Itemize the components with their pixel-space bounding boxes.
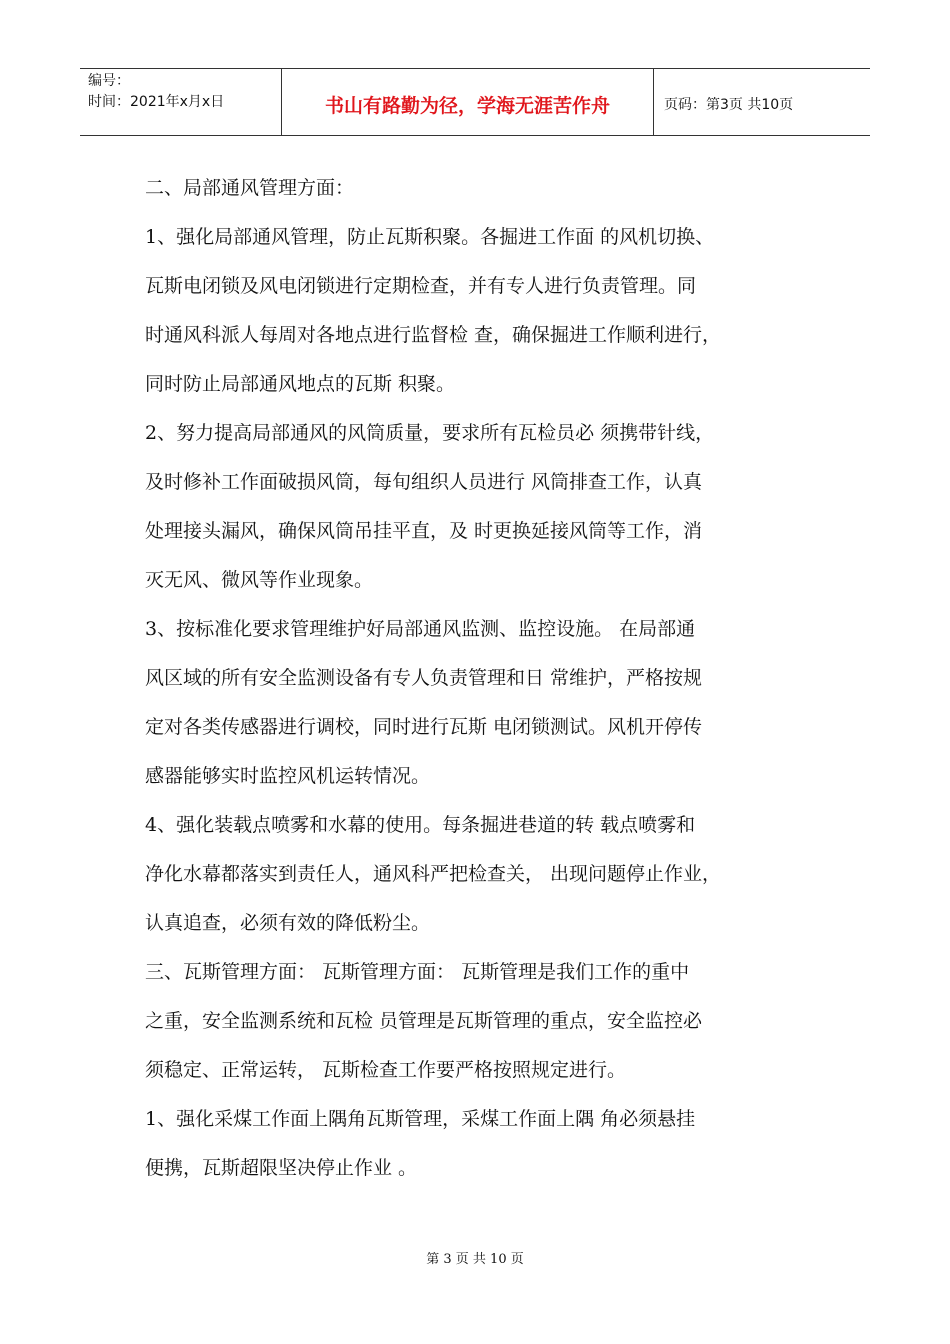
text-line: 三、瓦斯管理方面： 瓦斯管理方面： 瓦斯管理是我们工作的重中	[145, 961, 690, 983]
page-footer: 第 3 页 共 10 页	[426, 1252, 524, 1267]
text-line: 之重，安全监测系统和瓦检 员管理是瓦斯管理的重点，安全监控必	[145, 1010, 703, 1032]
text-line: 及时修补工作面破损风筒，每旬组织人员进行 风筒排查工作，认真	[145, 471, 703, 493]
paragraph-item-2	[145, 409, 815, 605]
paragraph-section-3	[145, 948, 815, 1095]
text-line: 处理接头漏风，确保风筒吊挂平直，及 时更换延接风筒等工作，消	[145, 520, 703, 542]
text-line: 2、努力提高局部通风的风筒质量，要求所有瓦检员必 须携带针线，	[145, 422, 715, 444]
text-line: 认真追查，必须有效的降低粉尘。	[145, 912, 431, 934]
text-line: 净化水幕都落实到责任人，通风科严把检查关， 出现问题停止作业，	[145, 863, 722, 885]
text-line: 须稳定、正常运转， 瓦斯检查工作要严格按照规定进行。	[145, 1059, 627, 1081]
text-line: 1、强化局部通风管理，防止瓦斯积聚。各掘进工作面 的风机切换、	[145, 226, 715, 248]
number-label: 编号：	[88, 73, 130, 89]
text-line: 二、局部通风管理方面：	[145, 177, 355, 199]
header-motto: 书山有路勤为径，学海无涯苦作舟	[282, 69, 654, 135]
text-line: 同时防止局部通风地点的瓦斯 积聚。	[145, 373, 456, 395]
text-line: 时通风科派人每周对各地点进行监督检 查，确保掘进工作顺利进行，	[145, 324, 722, 346]
paragraph-item-1	[145, 213, 815, 409]
text-line: 灭无风、微风等作业现象。	[145, 569, 374, 591]
text-line: 风区域的所有安全监测设备有专人负责管理和日 常维护，严格按规	[145, 667, 703, 689]
text-line: 3、按标准化要求管理维护好局部通风监测、监控设施。 在局部通	[145, 618, 696, 640]
date-label: 时间：2021年x月x日	[88, 94, 225, 110]
text-line: 感器能够实时监控风机运转情况。	[145, 765, 431, 787]
paragraph-item-4	[145, 801, 815, 948]
paragraph-section-3-item-1	[145, 1095, 815, 1193]
text-line: 便携，瓦斯超限坚决停止作业 。	[145, 1157, 418, 1179]
header-meta	[80, 69, 282, 135]
document-body	[145, 164, 815, 1193]
text-line: 瓦斯电闭锁及风电闭锁进行定期检查，并有专人进行负责管理。同	[145, 275, 697, 297]
text-line: 4、强化装载点喷雾和水幕的使用。每条掘进巷道的转 载点喷雾和	[145, 814, 696, 836]
paragraph-item-3	[145, 605, 815, 801]
text-line: 1、强化采煤工作面上隅角瓦斯管理，采煤工作面上隅 角必须悬挂	[145, 1108, 696, 1130]
header-page-info: 页码：第3页 共10页	[664, 97, 794, 113]
paragraph-section-2-title	[145, 164, 815, 213]
text-line: 定对各类传感器进行调校，同时进行瓦斯 电闭锁测试。风机开停传	[145, 716, 703, 738]
page-header	[80, 68, 870, 136]
